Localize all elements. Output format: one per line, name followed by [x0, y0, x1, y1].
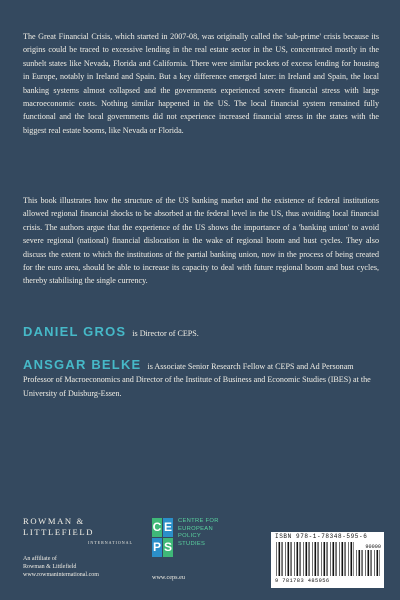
publisher-logo — [23, 516, 133, 548]
ceps-letter: C — [152, 518, 162, 537]
barcode-bar — [362, 550, 363, 576]
barcode-bar — [348, 542, 349, 576]
barcode-bar — [306, 542, 308, 576]
publisher-affiliate-line-2: Rowman & Littlefield — [23, 564, 77, 570]
barcode-bar — [327, 542, 328, 576]
barcode-bar — [356, 550, 357, 576]
ceps-letter: E — [163, 518, 173, 537]
barcode-bar — [374, 550, 375, 576]
ceps-url: www.ceps.eu — [152, 574, 185, 581]
barcode-bar — [282, 542, 283, 576]
barcode-bars — [276, 542, 354, 576]
barcode-bar — [294, 542, 295, 576]
barcode-bar — [371, 550, 372, 576]
isbn-text: ISBN 978-1-78348-595-6 — [275, 533, 368, 540]
ceps-name-line: CENTRE FOR — [178, 518, 219, 524]
publisher-logo-line-1: ROWMAN & — [23, 516, 85, 526]
barcode-bar — [333, 542, 335, 576]
author-bio-2 — [23, 358, 379, 400]
blurb-paragraph-1: The Great Financial Crisis, which started in 2007-08, was originally called the 'sub-prime' crisis because its origins could be traced to excessive lending in the real estate sector in the US, concentrated mostly in the sunbelt states like Nevada, Florida and California. There were similar pockets of excess lending for housing in Europe, notably in Ireland and Spain. But a key difference emerged later: in Ireland and Spain, the local banking systems almost collapsed and the governments experienced severe financial stress with large macroeconomic costs. Nothing similar happened in the US. The local financial system remained fully functional and the local governments did not experience increased financial stress in the states with the biggest real estate booms, like Nevada or Florida. — [23, 32, 379, 135]
author-bio-1 — [23, 325, 379, 340]
barcode-bar — [339, 542, 340, 576]
barcode-bar — [359, 550, 361, 576]
ceps-name-line: STUDIES — [178, 540, 206, 547]
barcode-bar — [318, 542, 319, 576]
barcode-bar — [368, 550, 370, 576]
barcode-bar — [309, 542, 310, 576]
publisher-logo-sub: INTERNATIONAL — [88, 540, 133, 545]
barcode-bar — [377, 550, 379, 576]
barcode-bar — [279, 542, 281, 576]
barcode-bar — [342, 542, 344, 576]
barcode-bar — [345, 542, 346, 576]
author-name: DANIEL GROS — [23, 324, 127, 339]
barcode-bar — [354, 542, 355, 576]
publisher-affiliate-line-1: An affiliate of — [23, 556, 57, 562]
barcode-bar — [285, 542, 286, 576]
barcode-addon-bars — [356, 550, 380, 576]
barcode-bar — [330, 542, 331, 576]
isbn-barcode — [271, 532, 384, 588]
barcode-bar — [315, 542, 317, 576]
publisher-logo-line-2: LITTLEFIELD — [23, 527, 95, 537]
barcode-bar — [276, 542, 277, 576]
barcode-bar — [297, 542, 299, 576]
barcode-bar — [288, 542, 290, 576]
barcode-bar — [303, 542, 304, 576]
barcode-bar — [380, 550, 381, 576]
barcode-bar — [291, 542, 292, 576]
ceps-name-line: EUROPEAN — [178, 525, 213, 532]
ceps-letter: S — [163, 538, 173, 557]
barcode-bar — [300, 542, 301, 576]
barcode-bar — [351, 542, 353, 576]
price-code: 90000 — [365, 544, 381, 550]
ceps-name — [178, 518, 238, 548]
barcode-bar — [321, 542, 322, 576]
blurb-paragraph-2: This book illustrates how the structure of the US banking market and the existence of federal institutions allowed regional financial shocks to be absorbed at the federal level in the US, thus avoiding local financial crisis. The authors argue that the experience of the US shows the importance of a 'banking union' to avoid severe regional (national) financial dislocation in the wake of regional boom and bust cycles. They also discuss the extent to which the institutions of the partial banking union, now in the process of being created for the euro area, should be able to increase its capacity to deal with future regional boom and bust cycles, thereby stabilising the single currency. — [23, 196, 379, 286]
barcode-bar — [312, 542, 313, 576]
ceps-logo — [152, 518, 174, 558]
barcode-bar — [324, 542, 326, 576]
author-name: ANSGAR BELKE — [23, 357, 142, 372]
barcode-bar — [365, 550, 366, 576]
publisher-url: www.rowmaninternational.com — [23, 572, 99, 578]
ceps-name-line: POLICY — [178, 533, 202, 540]
publisher-block — [23, 516, 133, 579]
ceps-letter: P — [152, 538, 162, 557]
barcode-bar — [336, 542, 337, 576]
barcode-digits: 9 781783 485956 — [275, 578, 330, 584]
author-bio-text: is Director of CEPS. — [132, 329, 199, 338]
author-bio-text: is Associate Senior Research Fellow at CEPS and Ad Personam Professor of Macroeconomics and Director of the Institute of Business and Economic Studies (IBES) at the University of Duisburg-Essen. — [23, 362, 371, 398]
publisher-affiliation — [23, 555, 133, 579]
